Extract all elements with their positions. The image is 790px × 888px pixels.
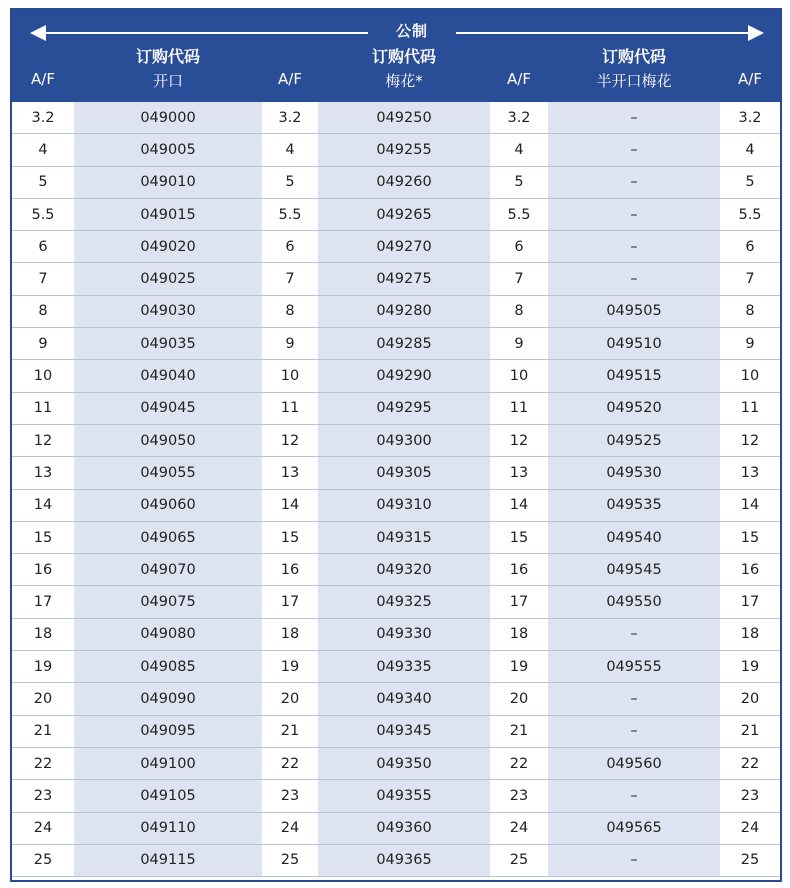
af-cell: 23 xyxy=(740,787,760,804)
af-cell: 24 xyxy=(33,820,53,837)
af-cell: 10 xyxy=(33,368,53,385)
af-cell: 11 xyxy=(740,400,760,417)
af-cell: 5.5 xyxy=(31,206,55,223)
af-cell: 10 xyxy=(509,368,529,385)
af-cell: 24 xyxy=(740,820,760,837)
table-row xyxy=(12,522,780,554)
af-cell: 13 xyxy=(509,464,529,481)
table-row xyxy=(12,102,780,134)
arrow-right-icon xyxy=(748,25,764,41)
af-cell: 9 xyxy=(745,335,755,352)
col-header-half-code: 订购代码 xyxy=(601,47,666,66)
open-code-cell: 049050 xyxy=(74,425,262,456)
table-row xyxy=(12,845,780,877)
open-code-cell: 049105 xyxy=(74,780,262,811)
ring-code-cell: 049330 xyxy=(318,619,490,650)
table-row xyxy=(12,263,780,295)
arrow-line-left xyxy=(42,32,368,34)
open-code-cell: 049065 xyxy=(74,522,262,553)
half-code-cell: 049565 xyxy=(548,813,720,844)
af-cell: 25 xyxy=(33,852,53,869)
col-header-ring-type: 梅花* xyxy=(385,72,423,90)
af-cell: 16 xyxy=(740,561,760,578)
open-code-cell: 049030 xyxy=(74,296,262,327)
half-code-cell: – xyxy=(548,231,720,262)
half-code-cell: 049515 xyxy=(548,360,720,391)
ring-code-cell: 049355 xyxy=(318,780,490,811)
col-header-open-type: 开口 xyxy=(152,72,183,90)
table-body xyxy=(12,102,780,877)
open-code-cell: 049075 xyxy=(74,586,262,617)
open-code-cell: 049045 xyxy=(74,393,262,424)
half-code-cell: 049530 xyxy=(548,457,720,488)
table-row xyxy=(12,619,780,651)
af-cell: 21 xyxy=(280,723,300,740)
col-header-ring-code: 订购代码 xyxy=(371,47,436,66)
af-cell: 22 xyxy=(280,755,300,772)
half-code-cell: 049520 xyxy=(548,393,720,424)
half-code-cell: – xyxy=(548,102,720,133)
af-cell: 5 xyxy=(285,174,295,191)
af-cell: 3.2 xyxy=(738,109,762,126)
open-code-cell: 049080 xyxy=(74,619,262,650)
ring-code-cell: 049335 xyxy=(318,651,490,682)
open-code-cell: 049060 xyxy=(74,490,262,521)
table-row xyxy=(12,134,780,166)
open-code-cell: 049010 xyxy=(74,167,262,198)
af-cell: 25 xyxy=(280,852,300,869)
table-row xyxy=(12,586,780,618)
half-code-cell: – xyxy=(548,199,720,230)
af-cell: 21 xyxy=(509,723,529,740)
half-code-cell: 049540 xyxy=(548,522,720,553)
half-code-cell: – xyxy=(548,619,720,650)
af-cell: 20 xyxy=(740,690,760,707)
af-cell: 19 xyxy=(740,658,760,675)
af-cell: 25 xyxy=(740,852,760,869)
half-code-cell: – xyxy=(548,716,720,747)
half-code-cell: 049510 xyxy=(548,328,720,359)
open-code-cell: 049070 xyxy=(74,554,262,585)
af-cell: 6 xyxy=(745,238,755,255)
half-code-cell: 049550 xyxy=(548,586,720,617)
af-cell: 23 xyxy=(280,787,300,804)
open-code-cell: 049090 xyxy=(74,683,262,714)
af-cell: 8 xyxy=(745,303,755,320)
open-code-cell: 049085 xyxy=(74,651,262,682)
ring-code-cell: 049280 xyxy=(318,296,490,327)
table-row xyxy=(12,780,780,812)
ring-code-cell: 049305 xyxy=(318,457,490,488)
ring-code-cell: 049275 xyxy=(318,263,490,294)
af-cell: 4 xyxy=(514,141,524,158)
af-cell: 5 xyxy=(38,174,48,191)
ring-code-cell: 049300 xyxy=(318,425,490,456)
af-cell: 9 xyxy=(285,335,295,352)
col-header-af-1: A/F xyxy=(31,70,55,88)
ring-code-cell: 049285 xyxy=(318,328,490,359)
af-cell: 3.2 xyxy=(31,109,55,126)
half-code-cell: – xyxy=(548,167,720,198)
ring-code-cell: 049255 xyxy=(318,134,490,165)
ring-code-cell: 049340 xyxy=(318,683,490,714)
col-header-open-code: 订购代码 xyxy=(135,47,200,66)
metric-wrench-table xyxy=(10,8,782,882)
table-row xyxy=(12,167,780,199)
af-cell: 17 xyxy=(33,594,53,611)
af-cell: 17 xyxy=(740,594,760,611)
ring-code-cell: 049295 xyxy=(318,393,490,424)
col-header-af-3: A/F xyxy=(507,70,531,88)
half-code-cell: 049560 xyxy=(548,748,720,779)
af-cell: 20 xyxy=(33,690,53,707)
af-cell: 18 xyxy=(33,626,53,643)
af-cell: 12 xyxy=(509,432,529,449)
open-code-cell: 049095 xyxy=(74,716,262,747)
ring-code-cell: 049315 xyxy=(318,522,490,553)
af-cell: 12 xyxy=(740,432,760,449)
ring-code-cell: 049350 xyxy=(318,748,490,779)
af-cell: 19 xyxy=(33,658,53,675)
af-cell: 11 xyxy=(280,400,300,417)
col-header-af-2: A/F xyxy=(278,70,302,88)
af-cell: 5.5 xyxy=(278,206,302,223)
af-cell: 23 xyxy=(509,787,529,804)
half-code-cell: 049545 xyxy=(548,554,720,585)
af-cell: 22 xyxy=(740,755,760,772)
table-row xyxy=(12,490,780,522)
af-cell: 15 xyxy=(509,529,529,546)
af-cell: 10 xyxy=(740,368,760,385)
open-code-cell: 049110 xyxy=(74,813,262,844)
af-cell: 8 xyxy=(285,303,295,320)
af-cell: 10 xyxy=(280,368,300,385)
open-code-cell: 049115 xyxy=(74,845,262,876)
ring-code-cell: 049345 xyxy=(318,716,490,747)
af-cell: 24 xyxy=(280,820,300,837)
af-cell: 14 xyxy=(280,497,300,514)
af-cell: 12 xyxy=(280,432,300,449)
af-cell: 7 xyxy=(285,271,295,288)
ring-code-cell: 049250 xyxy=(318,102,490,133)
af-cell: 17 xyxy=(280,594,300,611)
af-cell: 18 xyxy=(280,626,300,643)
half-code-cell: – xyxy=(548,263,720,294)
half-code-cell: – xyxy=(548,683,720,714)
table-row xyxy=(12,748,780,780)
half-code-cell: – xyxy=(548,780,720,811)
table-row xyxy=(12,231,780,263)
table-row xyxy=(12,683,780,715)
af-cell: 17 xyxy=(509,594,529,611)
af-cell: 22 xyxy=(509,755,529,772)
af-cell: 14 xyxy=(509,497,529,514)
open-code-cell: 049035 xyxy=(74,328,262,359)
af-cell: 5.5 xyxy=(738,206,762,223)
af-cell: 15 xyxy=(740,529,760,546)
af-cell: 13 xyxy=(33,464,53,481)
af-cell: 8 xyxy=(514,303,524,320)
af-cell: 12 xyxy=(33,432,53,449)
af-cell: 3.2 xyxy=(507,109,531,126)
open-code-cell: 049100 xyxy=(74,748,262,779)
ring-code-cell: 049360 xyxy=(318,813,490,844)
table-header xyxy=(12,10,780,102)
table-row xyxy=(12,393,780,425)
af-cell: 23 xyxy=(33,787,53,804)
af-cell: 4 xyxy=(285,141,295,158)
af-cell: 6 xyxy=(38,238,48,255)
af-cell: 19 xyxy=(280,658,300,675)
half-code-cell: – xyxy=(548,134,720,165)
col-header-af-4: A/F xyxy=(738,70,762,88)
af-cell: 15 xyxy=(280,529,300,546)
half-code-cell: – xyxy=(548,845,720,876)
ring-code-cell: 049265 xyxy=(318,199,490,230)
af-cell: 6 xyxy=(514,238,524,255)
af-cell: 16 xyxy=(280,561,300,578)
metric-title: 公制 xyxy=(395,22,428,40)
ring-code-cell: 049260 xyxy=(318,167,490,198)
af-cell: 22 xyxy=(33,755,53,772)
table-row xyxy=(12,457,780,489)
af-cell: 11 xyxy=(509,400,529,417)
table-row xyxy=(12,651,780,683)
ring-code-cell: 049310 xyxy=(318,490,490,521)
af-cell: 9 xyxy=(514,335,524,352)
table-row xyxy=(12,425,780,457)
af-cell: 7 xyxy=(38,271,48,288)
open-code-cell: 049005 xyxy=(74,134,262,165)
af-cell: 4 xyxy=(745,141,755,158)
ring-code-cell: 049365 xyxy=(318,845,490,876)
af-cell: 15 xyxy=(33,529,53,546)
col-header-half-type: 半开口梅花 xyxy=(596,72,672,90)
af-cell: 7 xyxy=(745,271,755,288)
half-code-cell: 049555 xyxy=(548,651,720,682)
table-row xyxy=(12,296,780,328)
table-row xyxy=(12,813,780,845)
af-cell: 4 xyxy=(38,141,48,158)
af-cell: 9 xyxy=(38,335,48,352)
open-code-cell: 049000 xyxy=(74,102,262,133)
ring-code-cell: 049270 xyxy=(318,231,490,262)
af-cell: 5 xyxy=(745,174,755,191)
af-cell: 20 xyxy=(280,690,300,707)
af-cell: 13 xyxy=(280,464,300,481)
arrow-line-right xyxy=(456,32,754,34)
af-cell: 13 xyxy=(740,464,760,481)
table-row xyxy=(12,199,780,231)
open-code-cell: 049015 xyxy=(74,199,262,230)
open-code-cell: 049025 xyxy=(74,263,262,294)
table-row xyxy=(12,554,780,586)
af-cell: 8 xyxy=(38,303,48,320)
af-cell: 21 xyxy=(33,723,53,740)
af-cell: 11 xyxy=(33,400,53,417)
table-row xyxy=(12,328,780,360)
af-cell: 21 xyxy=(740,723,760,740)
half-code-cell: 049525 xyxy=(548,425,720,456)
table-row xyxy=(12,716,780,748)
af-cell: 16 xyxy=(509,561,529,578)
af-cell: 19 xyxy=(509,658,529,675)
open-code-cell: 049020 xyxy=(74,231,262,262)
af-cell: 18 xyxy=(740,626,760,643)
af-cell: 16 xyxy=(33,561,53,578)
open-code-cell: 049055 xyxy=(74,457,262,488)
af-cell: 5 xyxy=(514,174,524,191)
af-cell: 25 xyxy=(509,852,529,869)
half-code-cell: 049535 xyxy=(548,490,720,521)
af-cell: 18 xyxy=(509,626,529,643)
af-cell: 14 xyxy=(740,497,760,514)
open-code-cell: 049040 xyxy=(74,360,262,391)
af-cell: 5.5 xyxy=(507,206,531,223)
table-row xyxy=(12,360,780,392)
af-cell: 14 xyxy=(33,497,53,514)
af-cell: 6 xyxy=(285,238,295,255)
half-code-cell: 049505 xyxy=(548,296,720,327)
af-cell: 24 xyxy=(509,820,529,837)
ring-code-cell: 049320 xyxy=(318,554,490,585)
af-cell: 20 xyxy=(509,690,529,707)
ring-code-cell: 049325 xyxy=(318,586,490,617)
ring-code-cell: 049290 xyxy=(318,360,490,391)
af-cell: 3.2 xyxy=(278,109,302,126)
af-cell: 7 xyxy=(514,271,524,288)
